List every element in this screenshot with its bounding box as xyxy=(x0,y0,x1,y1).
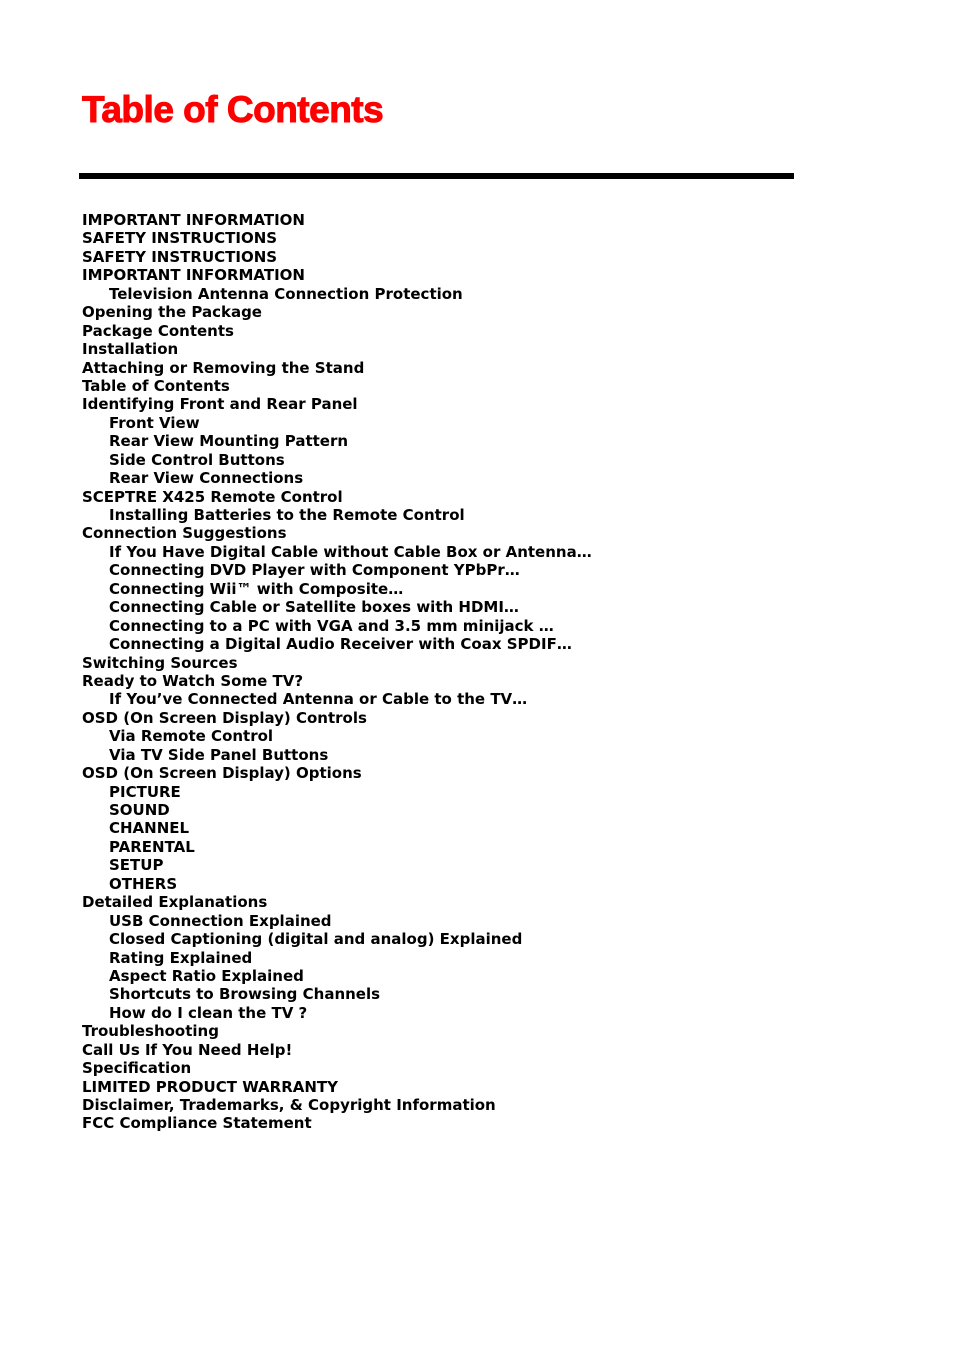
title-divider xyxy=(79,173,794,179)
toc-subentry[interactable]: Front View xyxy=(109,413,200,432)
toc-entry[interactable]: SCEPTRE X425 Remote Control xyxy=(82,487,343,506)
toc-entry[interactable]: Disclaimer, Trademarks, & Copyright Information xyxy=(82,1096,496,1114)
toc-entry[interactable]: Attaching or Removing the Stand xyxy=(82,358,365,377)
toc-subentry[interactable]: Installing Batteries to the Remote Control xyxy=(109,506,465,524)
toc-entry[interactable]: Opening the Package xyxy=(82,303,262,322)
toc-entry[interactable]: Package Contents xyxy=(82,321,234,340)
toc-entry[interactable]: OSD (On Screen Display) Options xyxy=(82,764,362,783)
toc-entry[interactable]: Table of Contents xyxy=(82,376,230,395)
toc-subentry[interactable]: PARENTAL xyxy=(109,837,195,856)
toc-entry[interactable]: LIMITED PRODUCT WARRANTY xyxy=(82,1077,339,1096)
toc-entry[interactable]: IMPORTANT INFORMATION xyxy=(82,211,305,229)
toc-subentry[interactable]: Rear View Mounting Pattern xyxy=(109,432,349,451)
toc-entry[interactable]: IMPORTANT INFORMATION xyxy=(82,266,305,285)
toc-subentry[interactable]: SETUP xyxy=(109,856,164,875)
toc-entry[interactable]: Identifying Front and Rear Panel xyxy=(82,395,358,414)
toc-entry[interactable]: Installation xyxy=(82,340,179,359)
toc-entry[interactable]: Ready to Watch Some TV? xyxy=(82,671,304,690)
toc-subentry[interactable]: Via Remote Control xyxy=(109,727,274,746)
toc-subentry[interactable]: Shortcuts to Browsing Channels xyxy=(109,985,381,1004)
toc-subentry[interactable]: Closed Captioning (digital and analog) Explained xyxy=(109,930,523,949)
toc-subentry[interactable]: USB Connection Explained xyxy=(109,911,332,930)
toc-subentry[interactable]: Connecting Cable or Satellite boxes with HDMI… xyxy=(109,598,519,617)
toc-subentry[interactable]: Connecting Wii™ with Composite… xyxy=(109,579,404,598)
toc-subentry[interactable]: PICTURE xyxy=(109,782,181,801)
toc-subentry[interactable]: Rear View Connections xyxy=(109,469,304,488)
page-title: Table of Contents xyxy=(82,89,384,130)
toc-subentry[interactable]: SOUND xyxy=(109,801,170,819)
toc-entry[interactable]: Detailed Explanations xyxy=(82,893,268,912)
toc-entry[interactable]: Troubleshooting xyxy=(82,1022,219,1041)
toc-subentry[interactable]: CHANNEL xyxy=(109,819,190,838)
toc-subentry[interactable]: If You Have Digital Cable without Cable Box or Antenna… xyxy=(109,542,592,561)
toc-subentry[interactable]: Aspect Ratio Explained xyxy=(109,966,304,985)
toc-entry[interactable]: Specification xyxy=(82,1059,192,1078)
toc-subentry[interactable]: Television Antenna Connection Protection xyxy=(109,284,463,303)
toc-entry[interactable]: SAFETY INSTRUCTIONS xyxy=(82,229,278,248)
toc-subentry[interactable]: Connecting to a PC with VGA and 3.5 mm minijack … xyxy=(109,616,554,635)
toc-entry[interactable]: Switching Sources xyxy=(82,653,238,672)
toc-subentry[interactable]: How do I clean the TV ? xyxy=(109,1003,308,1022)
toc-entry[interactable]: Connection Suggestions xyxy=(82,524,287,543)
toc-subentry[interactable]: Via TV Side Panel Buttons xyxy=(109,745,329,764)
toc-subentry[interactable]: Side Control Buttons xyxy=(109,450,285,469)
toc-entry[interactable]: SAFETY INSTRUCTIONS xyxy=(82,247,278,266)
toc-list xyxy=(82,211,592,1133)
toc-subentry[interactable]: Rating Explained xyxy=(109,948,253,967)
toc-subentry[interactable]: If You’ve Connected Antenna or Cable to the TV… xyxy=(109,690,528,709)
toc-subentry[interactable]: Connecting DVD Player with Component YPbPr… xyxy=(109,561,520,580)
toc-entry[interactable]: OSD (On Screen Display) Controls xyxy=(82,708,367,727)
toc-entry[interactable]: FCC Compliance Statement xyxy=(82,1114,312,1133)
toc-subentry[interactable]: OTHERS xyxy=(109,874,178,893)
toc-entry[interactable]: Call Us If You Need Help! xyxy=(82,1040,293,1059)
toc-subentry[interactable]: Connecting a Digital Audio Receiver with Coax SPDIF… xyxy=(109,635,572,654)
